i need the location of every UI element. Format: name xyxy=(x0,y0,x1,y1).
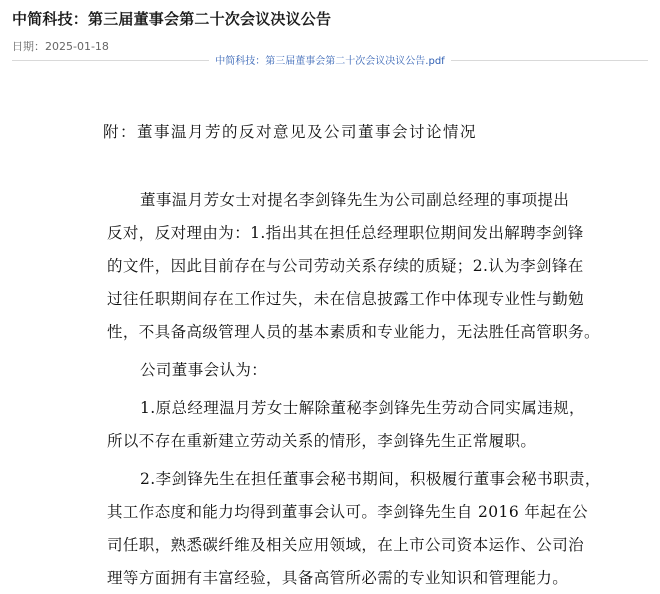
paragraph-line: 所以不存在重新建立劳动关系的情形，李剑锋先生正常履职。 xyxy=(107,432,537,450)
announcement-header xyxy=(0,0,660,76)
date-label: 日期： xyxy=(12,40,45,53)
paragraph-line: 过往任职期间存在工作过失，未在信息披露工作中体现专业性与勤勉 xyxy=(107,290,585,308)
paragraph-line: 的文件，因此目前存在与公司劳动关系存续的质疑；2.认为李剑锋在 xyxy=(107,257,584,275)
paragraph-line: 1.原总经理温月芳女士解除董秘李剑锋先生劳动合同实属违规， xyxy=(140,399,585,417)
paragraph-line: 公司董事会认为： xyxy=(140,361,268,379)
paragraph-line: 其工作态度和能力均得到董事会认可。李剑锋先生自 2016 年起在公 xyxy=(107,503,589,521)
appendix-heading: 附：董事温月芳的反对意见及公司董事会讨论情况 xyxy=(103,123,478,141)
paragraph-line: 董事温月芳女士对提名李剑锋先生为公司副总经理的事项提出 xyxy=(140,191,570,209)
date-value: 2025-01-18 xyxy=(45,40,109,53)
paragraph-line: 性，不具备高级管理人员的基本素质和专业能力，无法胜任高管职务。 xyxy=(107,323,600,341)
pdf-link-row xyxy=(0,52,660,67)
paragraph-line: 2.李剑锋先生在担任董事会秘书期间，积极履行董事会秘书职责， xyxy=(140,470,601,488)
paragraph-line: 反对，反对理由为：1.指出其在担任总经理职位期间发出解聘李剑锋 xyxy=(107,224,584,242)
paragraph-line: 理等方面拥有丰富经验，具备高管所必需的专业知识和管理能力。 xyxy=(107,569,569,587)
page-title: 中简科技：第三届董事会第二十次会议决议公告 xyxy=(12,10,332,28)
paragraph-line: 司任职，熟悉碳纤维及相关应用领域，在上市公司资本运作、公司治 xyxy=(107,536,585,554)
document-body xyxy=(0,76,660,594)
pdf-download-link[interactable]: 中简科技：第三届董事会第二十次会议决议公告.pdf xyxy=(209,56,450,67)
